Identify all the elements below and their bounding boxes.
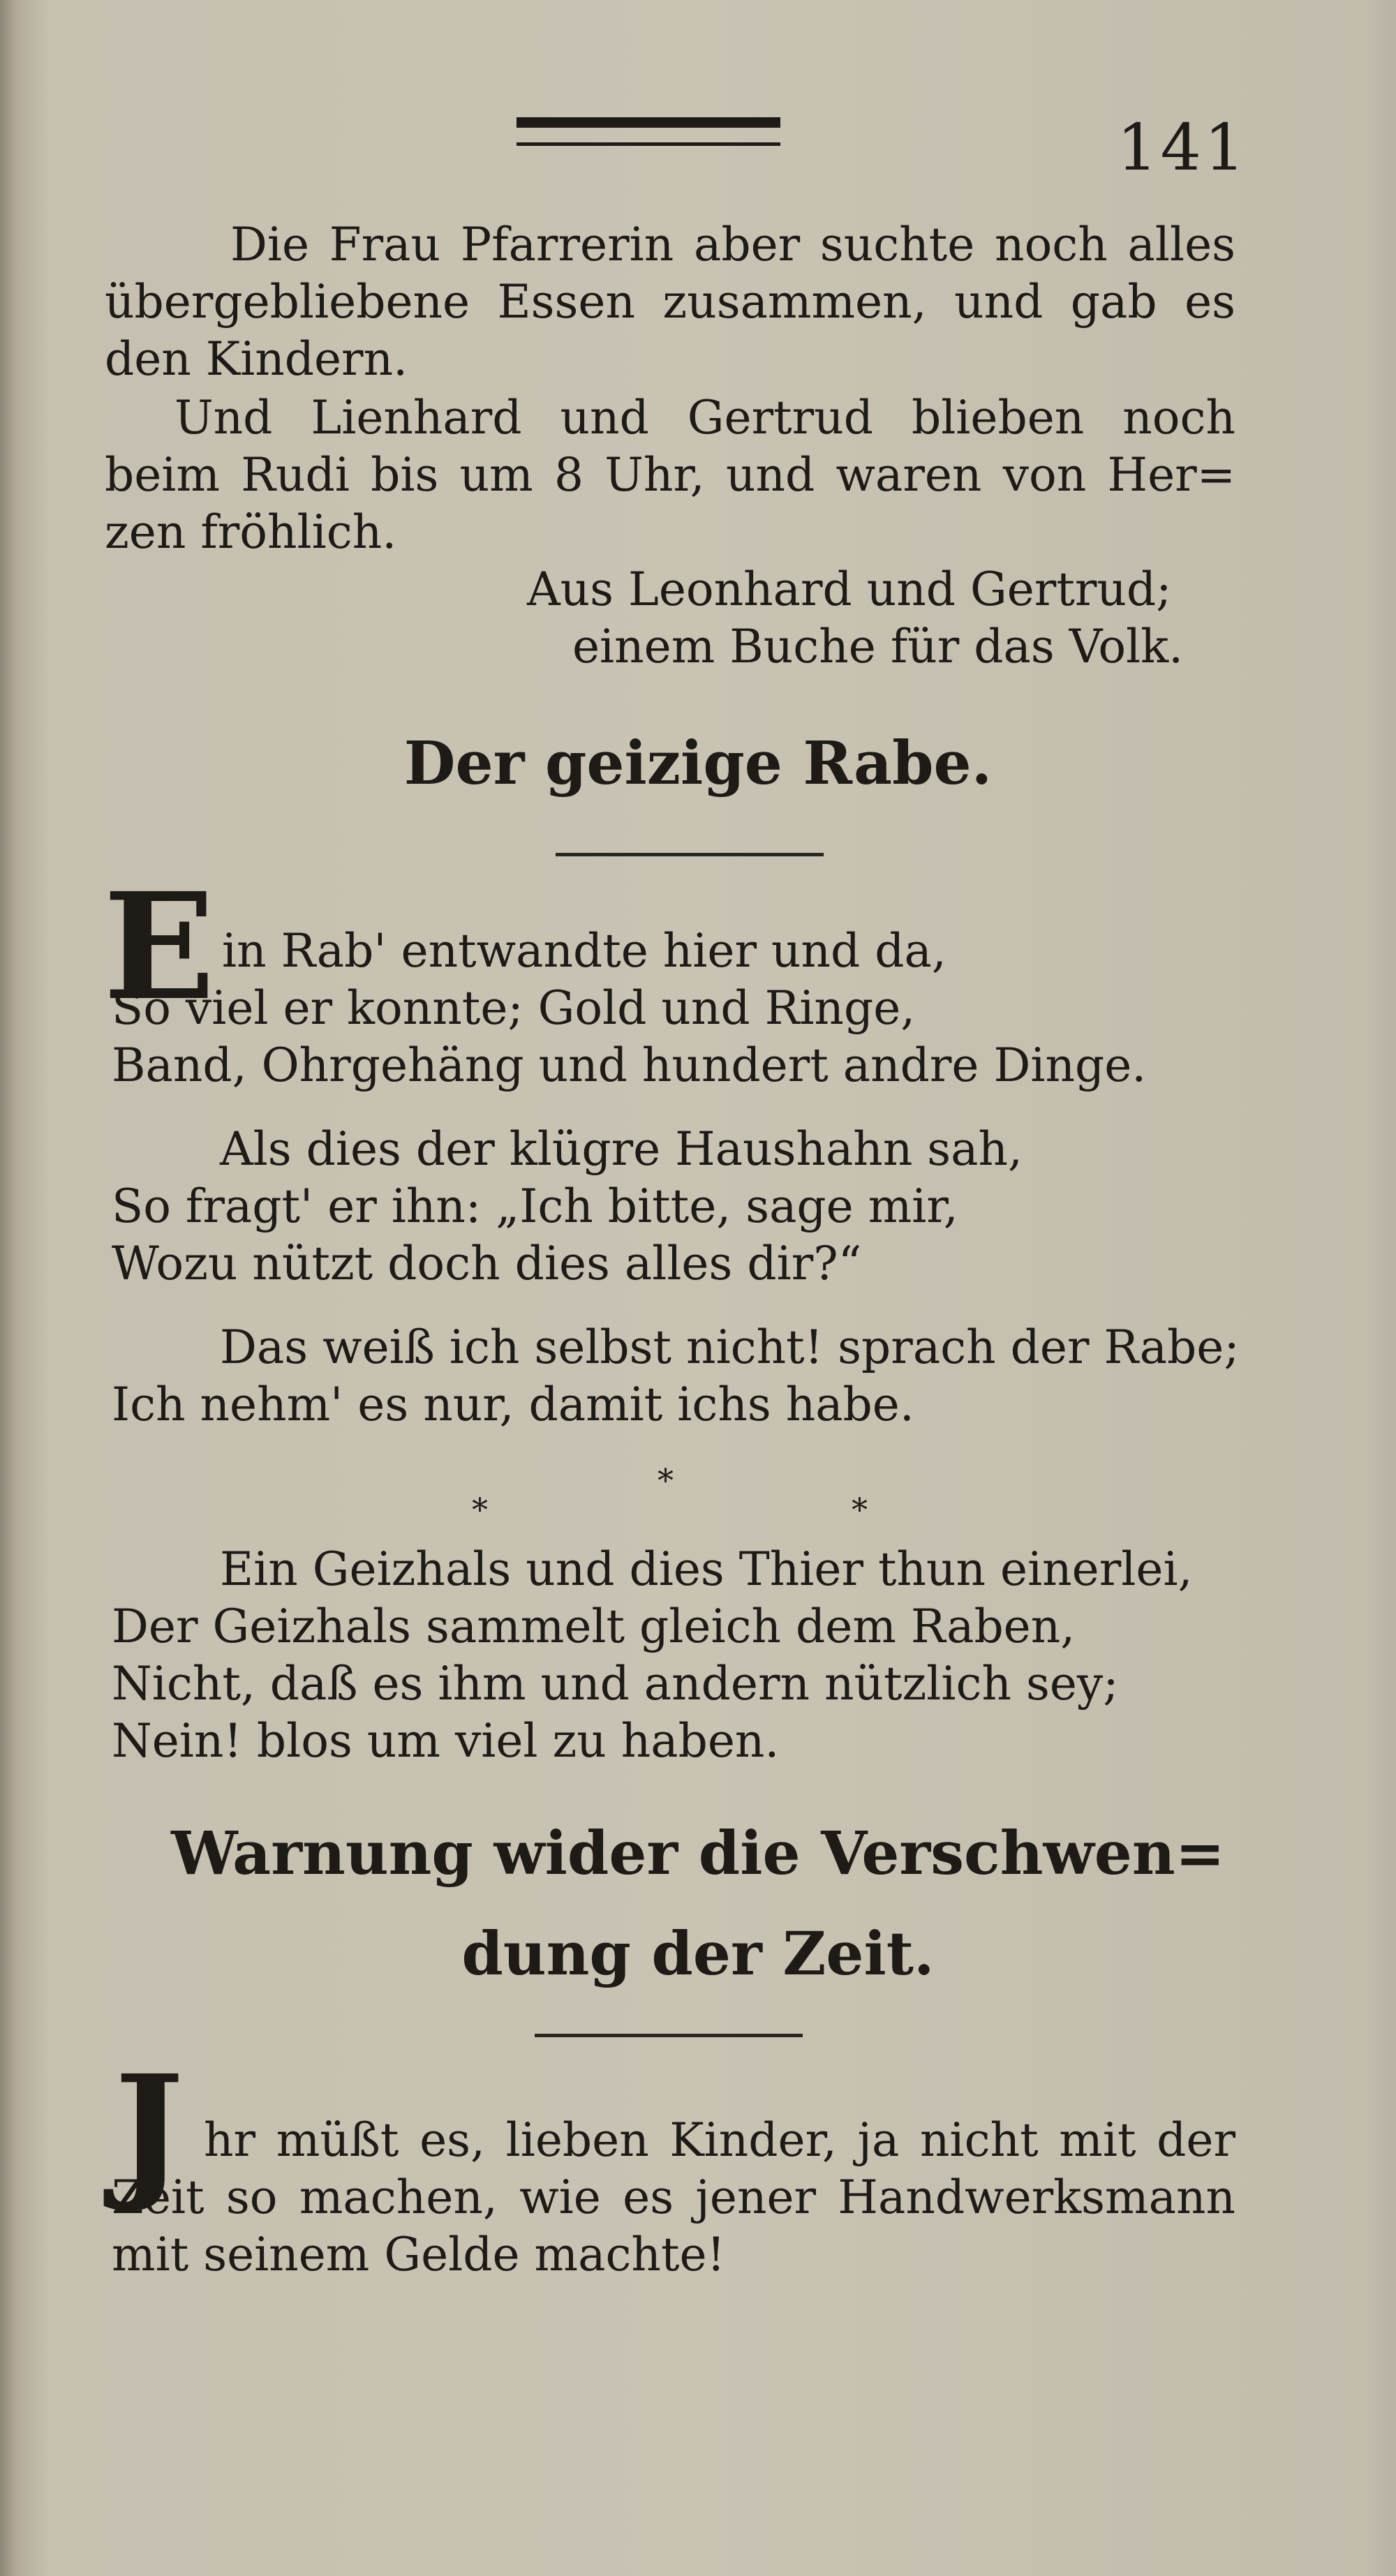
poem-line: Nein! blos um viel zu haben. (112, 1714, 780, 1768)
poem-line: So fragt' er ihn: „Ich bitte, sage mir, (112, 1179, 958, 1233)
page-number: 141 (1117, 110, 1248, 185)
text-line: zen fröhlich. (105, 505, 397, 559)
poem-line: in Rab' entwandte hier und da, (222, 924, 946, 978)
poem-line: Der Geizhals sammelt gleich dem Raben, (112, 1600, 1076, 1653)
poem-line: Nicht, daß es ihm und andern nützlich sey; (112, 1657, 1119, 1711)
drop-cap: E (103, 861, 216, 1033)
text-line: Und Lienhard und Gertrud blieben noch (174, 391, 1235, 445)
poem-line: Wozu nützt doch dies alles dir?“ (112, 1237, 862, 1290)
essay-line: mit seinem Gelde machte! (112, 2228, 726, 2281)
essay-title-line: dung der Zeit. (461, 1919, 935, 1989)
essay-line: hr müßt es, lieben Kinder, ja nicht mit der (204, 2113, 1235, 2167)
essay-line: Zeit so machen, wie es jener Handwerksmann (112, 2171, 1235, 2224)
source-credit-line: Aus Leonhard und Gertrud; (527, 563, 1172, 616)
text-line: beim Rudi bis um 8 Uhr, und waren von Her= (105, 448, 1235, 502)
separator-star: * (658, 1461, 674, 1499)
poem-line: Ich nehm' es nur, damit ichs habe. (112, 1378, 914, 1431)
text-line: übergebliebene Essen zusammen, und gab es (105, 275, 1235, 329)
text-line: den Kindern. (105, 332, 408, 386)
title-rule (535, 2034, 803, 2037)
separator-star: * (852, 1491, 868, 1528)
poem-line: Das weiß ich selbst nicht! sprach der Rabe; (220, 1320, 1240, 1374)
drop-cap: J (114, 2043, 184, 2215)
poem-line: Band, Ohrgehäng und hundert andre Dinge. (112, 1038, 1147, 1092)
text-line: Die Frau Pfarrerin aber suchte noch alles (230, 218, 1235, 271)
poem-title: Der geizige Rabe. (403, 729, 993, 798)
essay-title-line: Warnung wider die Verschwen= (171, 1819, 1225, 1889)
poem-line: Als dies der klügre Haushahn sah, (220, 1122, 1023, 1176)
separator-star: * (472, 1491, 488, 1528)
poem-line: So viel er konnte; Gold und Ringe, (112, 981, 916, 1035)
source-credit-line: einem Buche für das Volk. (572, 620, 1184, 673)
title-rule (556, 853, 824, 856)
header-rule-thin (517, 142, 780, 146)
poem-line: Ein Geizhals und dies Thier thun einerlei, (220, 1542, 1193, 1596)
header-rule-thick (517, 117, 780, 128)
